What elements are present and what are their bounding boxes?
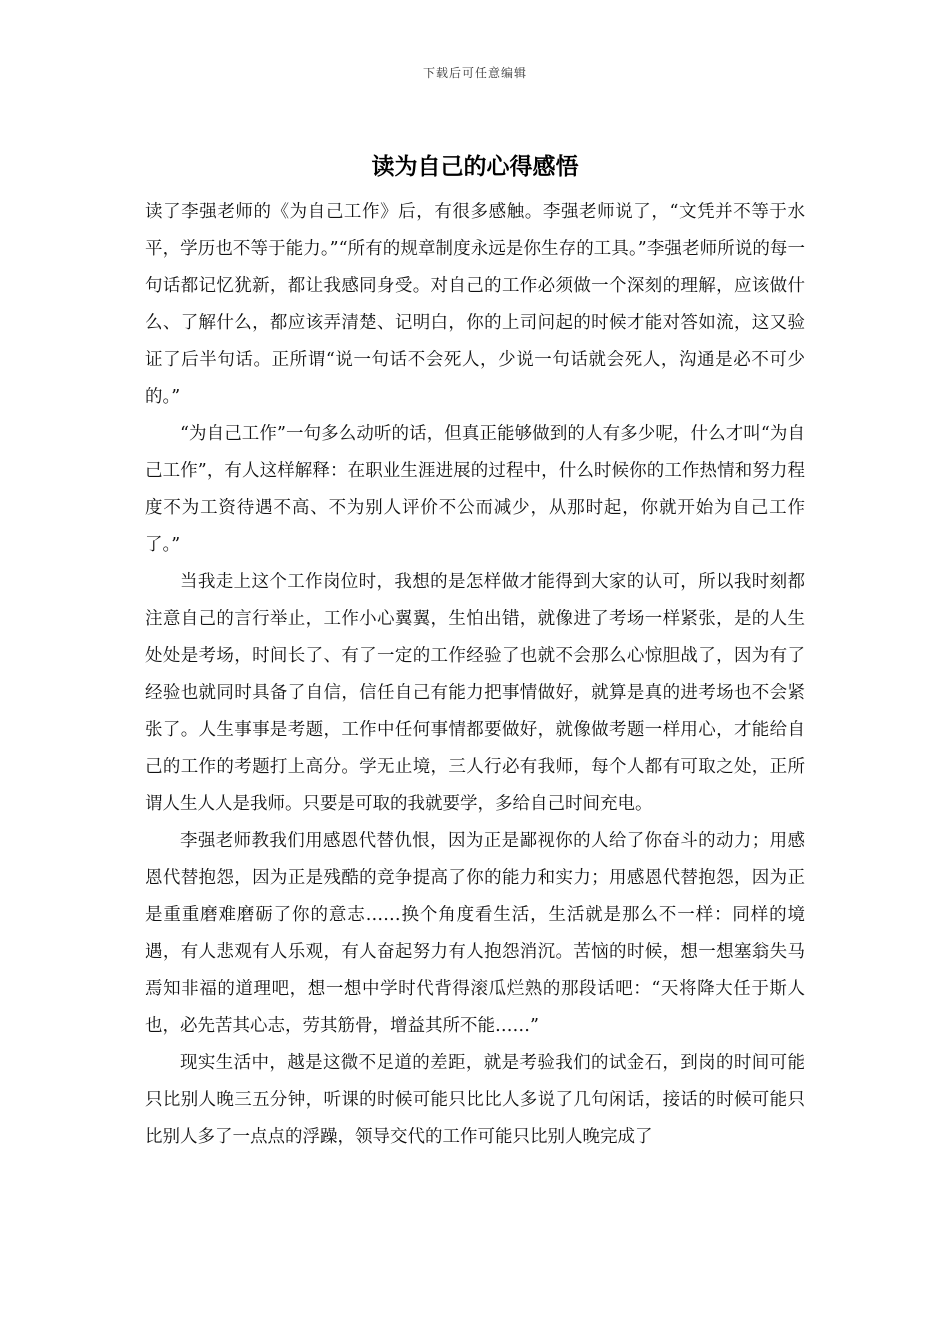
paragraph-2: “为自己工作”一句多么动听的话，但真正能够做到的人有多少呢，什么才叫“为自己工作”，有人这样解释：在职业生涯进展的过程中，什么时候你的工作热情和努力程度不为工资待遇不高、不为别人评价不公而减少，从那时起，你就开始为自己工作了。”	[145, 424, 805, 555]
header-note: 下载后可任意编辑	[422, 66, 527, 80]
paragraph-1: 读了李强老师的《为自己工作》后，有很多感触。李强老师说了，“文凭并不等于水平，学历也不等于能力。”“所有的规章制度永远是你生存的工具。”李强老师所说的每一句话都记忆犹新，都让我感同身受。对自己的工作必须做一个深刻的理解，应该做什么、了解什么，都应该弄清楚、记明白，你的上司问起的时候才能对答如流，这又验证了后半句话。正所谓“说一句话不会死人，少说一句话就会死人，沟通是必不可少的。”	[145, 202, 805, 407]
document-body	[145, 194, 805, 1156]
paragraph-4: 李强老师教我们用感恩代替仇恨，因为正是鄙视你的人给了你奋斗的动力；用感恩代替抱怨，因为正是残酷的竞争提高了你的能力和实力；用感恩代替抱怨，因为正是重重磨难磨砺了你的意志……换个角度看生活，生活就是那么不一样：同样的境遇，有人悲观有人乐观，有人奋起努力有人抱怨消沉。苦恼的时候，想一想塞翁失马焉知非福的道理吧，想一想中学时代背得滚瓜烂熟的那段话吧：“天将降大任于斯人也，必先苦其心志，劳其筋骨，增益其所不能……”	[145, 831, 805, 1036]
paragraph-5: 现实生活中，越是这微不足道的差距，就是考验我们的试金石，到岗的时间可能只比别人晚三五分钟，听课的时候可能只比比人多说了几句闲话，接话的时候可能只比别人多了一点点的浮躁，领导交代的工作可能只比别人晚完成了	[145, 1053, 805, 1147]
paragraph-3: 当我走上这个工作岗位时，我想的是怎样做才能得到大家的认可，所以我时刻都注意自己的言行举止，工作小心翼翼，生怕出错，就像进了考场一样紧张，是的人生处处是考场，时间长了、有了一定的工作经验了也就不会那么心惊胆战了，因为有了经验也就同时具备了自信，信任自己有能力把事情做好，就算是真的进考场也不会紧张了。人生事事是考题，工作中任何事情都要做好，就像做考题一样用心，才能给自己的工作的考题打上高分。学无止境，三人行必有我师，每个人都有可取之处，正所谓人生人人是我师。只要是可取的我就要学，多给自己时间充电。	[145, 572, 805, 814]
document-title: 读为自己的心得感悟	[371, 154, 579, 180]
